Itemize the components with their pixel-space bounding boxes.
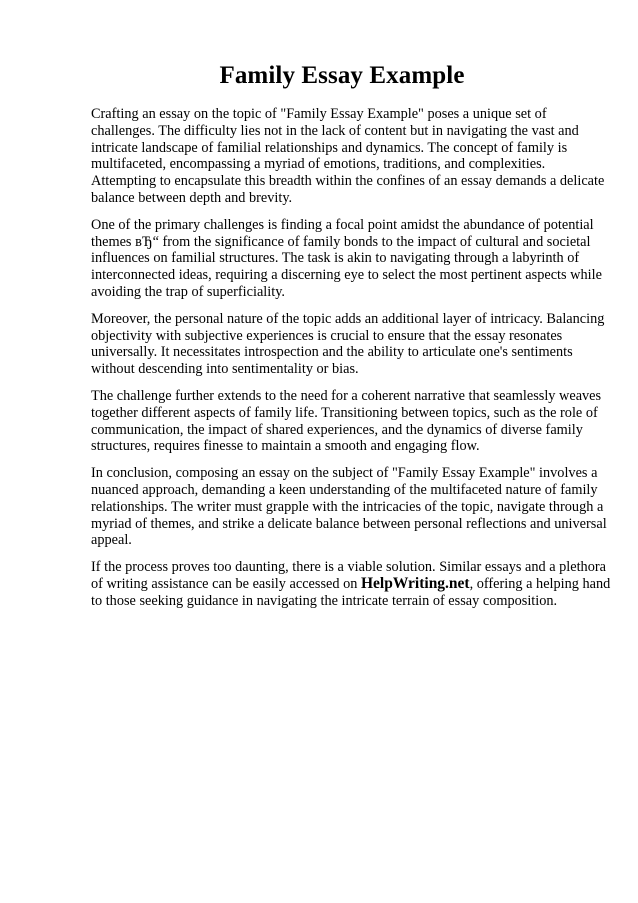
page-title: Family Essay Example (219, 62, 465, 89)
paragraph-1: Crafting an essay on the topic of "Family Essay Example" poses a unique set of challenges. The difficulty lies not in the lack of content but in navigating the vast and intricate landscape of familial relationships and dynamics. The concept of family is multifaceted, encompassing a myriad of emotions, traditions, and complexities. Attempting to encapsulate this breadth within the confines of an essay demands a delicate balance between depth and brevity. (91, 106, 605, 206)
paragraph-2: One of the primary challenges is finding a focal point amidst the abundance of potential themes вЂ“ from the significance of family bonds to the impact of cultural and societal influences on familial structures. The task is akin to navigating through a labyrinth of interconnected ideas, requiring a discerning eye to select the most pertinent aspects while avoiding the trap of superficiality. (91, 216, 602, 300)
paragraph-6 (91, 559, 611, 609)
paragraph-5: In conclusion, composing an essay on the subject of "Family Essay Example" involves a nuanced approach, demanding a keen understanding of the multifaceted nature of family relationships. The writer must grapple with the intricacies of the topic, navigate through a myriad of themes, and strike a delicate balance between personal reflections and universal appeal. (91, 465, 607, 549)
essay-body (91, 106, 611, 620)
paragraph-3: Moreover, the personal nature of the topic adds an additional layer of intricacy. Balancing objectivity with subjective experiences is crucial to ensure that the essay resonates universally. It necessitates introspection and the ability to articulate one's sentiments without descending into sentimentality or bias. (91, 310, 605, 378)
paragraph-4: The challenge further extends to the need for a coherent narrative that seamlessly weaves together different aspects of family life. Transitioning between topics, such as the role of communication, the impact of shared experiences, and the dynamics of diverse family structures, requires finesse to maintain a smooth and engaging flow. (91, 387, 602, 455)
paragraph-6-outro: , offering a helping hand to those seeking guidance in navigating the intricate terrain of essay composition. (91, 575, 611, 609)
helpwriting-link[interactable]: HelpWriting.net (360, 574, 470, 592)
paragraph-6-intro: If the process proves too daunting, there is a viable solution. Similar essays and a plethora of writing assistance can be easily accessed on (91, 559, 606, 592)
